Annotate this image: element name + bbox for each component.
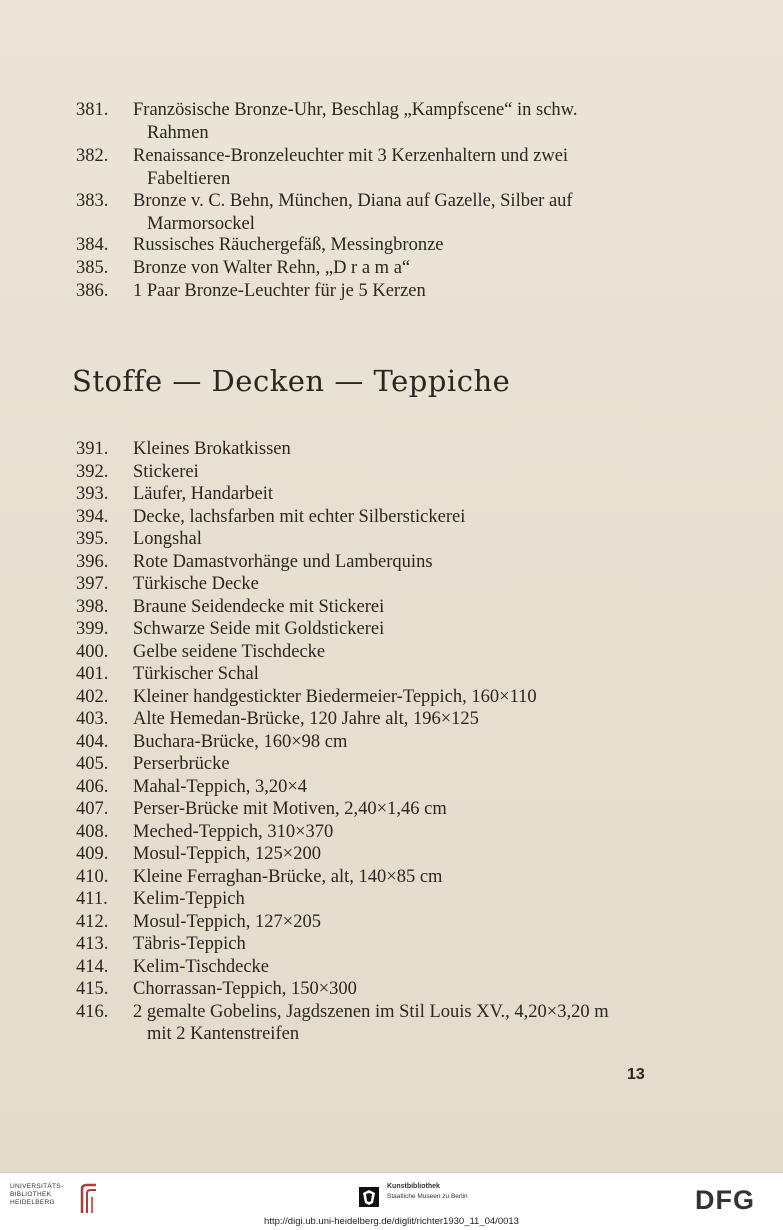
- item-text: Kelim-Teppich: [133, 889, 245, 909]
- item-number: 398.: [76, 596, 109, 617]
- item-text: Perser-Brücke mit Motiven, 2,40×1,46 cm: [133, 799, 447, 819]
- item-number: 407.: [76, 799, 109, 819]
- item-text: Braune Seidendecke mit Stickerei: [133, 596, 385, 617]
- item-text: Kleiner handgestickter Biedermeier-Teppich, 160×110: [133, 686, 537, 707]
- item-number: 400.: [76, 641, 109, 662]
- uni-line-1: UNIVERSITÄTS-: [10, 1183, 64, 1190]
- item-text: Läufer, Handarbeit: [133, 484, 273, 504]
- item-number: 415.: [76, 979, 109, 999]
- item-text: Renaissance-Bronzeleuchter mit 3 Kerzenhaltern und zwei Fabeltieren: [133, 145, 655, 190]
- kunstbibliothek-title: Kunstbibliothek: [387, 1183, 440, 1190]
- item-number: 395.: [76, 529, 109, 549]
- item-text: 1 Paar Bronze-Leuchter für je 5 Kerzen: [133, 281, 426, 301]
- item-number: 410.: [76, 866, 109, 887]
- item-text: Buchara-Brücke, 160×98 cm: [133, 731, 348, 752]
- item-text: Decke, lachsfarben mit echter Silberstickerei: [133, 506, 466, 527]
- item-number: 404.: [76, 731, 109, 752]
- item-text: Kelim-Tischdecke: [133, 956, 269, 977]
- item-number: 416.: [76, 1001, 109, 1022]
- uni-line-2: BIBLIOTHEK: [10, 1191, 52, 1198]
- item-number: 403.: [76, 709, 109, 729]
- kunstbibliothek-logo[interactable]: [357, 1183, 497, 1213]
- item-number: 386.: [76, 281, 109, 301]
- item-text: Chorrassan-Teppich, 150×300: [133, 979, 357, 999]
- item-number: 383.: [76, 191, 109, 211]
- footer-bar: [0, 1172, 783, 1230]
- item-text: Schwarze Seide mit Goldstickerei: [133, 619, 385, 639]
- item-number: 411.: [76, 889, 108, 909]
- item-text: Täbris-Teppich: [133, 934, 246, 954]
- item-number: 414.: [76, 956, 109, 977]
- page-number: 13: [627, 1066, 645, 1083]
- item-number: 413.: [76, 934, 109, 954]
- item-text: Mahal-Teppich, 3,20×4: [133, 776, 308, 797]
- source-url-link[interactable]: http://digi.ub.uni-heidelberg.de/diglit/richter1930_11_04/0013: [264, 1216, 519, 1227]
- item-number: 382.: [76, 146, 109, 166]
- item-number: 396.: [76, 551, 109, 572]
- item-number: 381.: [76, 100, 109, 120]
- item-number: 408.: [76, 821, 109, 842]
- kunstbibliothek-subtitle: Staatliche Museen zu Berlin: [387, 1193, 468, 1200]
- kunstbibliothek-eagle-icon: [357, 1185, 381, 1209]
- item-text: Kleine Ferraghan-Brücke, alt, 140×85 cm: [133, 866, 443, 887]
- item-text: Französische Bronze-Uhr, Beschlag „Kampfscene“ in schw. Rahmen: [133, 99, 655, 144]
- item-text: Türkische Decke: [133, 574, 259, 594]
- item-number: 384.: [76, 235, 109, 255]
- item-continuation: mit 2 Kantenstreifen: [147, 1024, 300, 1044]
- item-number: 412.: [76, 911, 109, 932]
- item-text: Stickerei: [133, 461, 199, 482]
- item-text: Bronze von Walter Rehn, „D r a m a“: [133, 258, 411, 278]
- item-text: Longshal: [133, 529, 202, 549]
- item-text: Gelbe seidene Tischdecke: [133, 641, 326, 662]
- item-text: 2 gemalte Gobelins, Jagdszenen im Stil Louis XV., 4,20×3,20 m mit 2 Kantenstreifen: [133, 1001, 655, 1046]
- item-text: Mosul-Teppich, 127×205: [133, 911, 321, 932]
- item-text: Kleines Brokatkissen: [133, 439, 291, 459]
- dfg-logo[interactable]: DFG: [695, 1185, 755, 1215]
- item-number: 409.: [76, 844, 109, 864]
- item-number: 401.: [76, 664, 109, 684]
- item-number: 399.: [76, 619, 109, 639]
- university-library-logo[interactable]: [10, 1183, 100, 1215]
- item-continuation: Fabeltieren: [147, 168, 231, 189]
- item-number: 394.: [76, 506, 109, 527]
- uni-line-3: HEIDELBERG: [10, 1199, 55, 1206]
- item-number: 391.: [76, 439, 109, 459]
- item-continuation: Rahmen: [147, 122, 209, 143]
- item-number: 385.: [76, 258, 109, 278]
- item-text: Russisches Räuchergefäß, Messingbronze: [133, 235, 444, 255]
- item-number: 393.: [76, 484, 109, 504]
- item-text: Alte Hemedan-Brücke, 120 Jahre alt, 196×125: [133, 709, 479, 729]
- item-text: Rote Damastvorhänge und Lamberquins: [133, 551, 433, 572]
- item-number: 405.: [76, 754, 109, 774]
- item-text: Bronze v. C. Behn, München, Diana auf Gazelle, Silber auf Marmorsockel: [133, 190, 655, 235]
- section-heading: Stoffe — Decken — Teppiche: [72, 364, 511, 398]
- item-number: 406.: [76, 776, 109, 797]
- item-continuation: Marmorsockel: [147, 213, 255, 234]
- item-text: Perserbrücke: [133, 754, 230, 774]
- heidelberg-mark-icon: [74, 1183, 100, 1215]
- item-number: 392.: [76, 461, 109, 482]
- item-text: Meched-Teppich, 310×370: [133, 821, 334, 842]
- item-number: 402.: [76, 686, 109, 707]
- item-text: Mosul-Teppich, 125×200: [133, 844, 321, 864]
- item-text: Türkischer Schal: [133, 664, 259, 684]
- item-number: 397.: [76, 574, 109, 594]
